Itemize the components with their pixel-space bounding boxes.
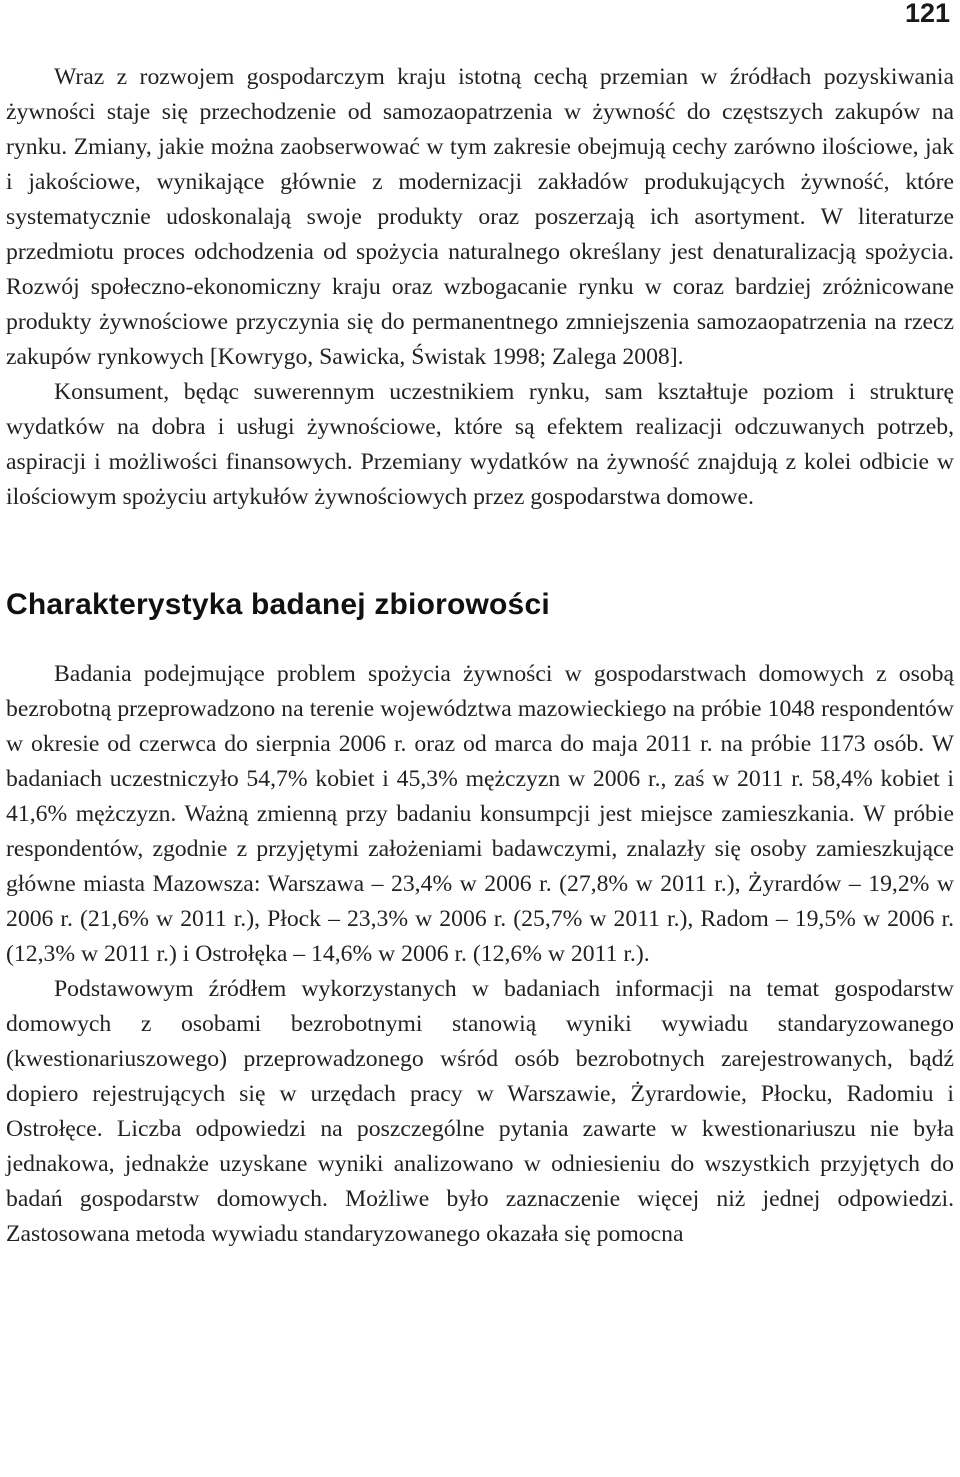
paragraph-food-sources: Wraz z rozwojem gospodarczym kraju istotną cechą przemian w źródłach pozyskiwania żywności staje się przechodzenie od samozaopatrzenia w żywność do częstszych zakupów na rynku. Zmiany, jakie można zaobserwować w tym zakresie obejmują cechy zarówno ilościowe, jak i jakościowe, wynikające głównie z modernizacji zakładów produkujących żywność, które systematycznie udoskonalają swoje produkty oraz poszerzają ich asortyment. W literaturze przedmiotu proces odchodzenia od spożycia naturalnego określany jest denaturalizacją spożycia. Rozwój społeczno-ekonomiczny kraju oraz wzbogacanie rynku w coraz bardziej zróżnicowane produkty żywnościowe przyczynia się do permanentnego zmniejszenia samozaopatrzenia na rzecz zakupów rynkowych [Kowrygo, Sawicka, Świstak 1998; Zalega 2008]. xyxy=(6,64,954,370)
section-heading: Charakterystyka badanej zbiorowości xyxy=(6,588,550,621)
page-number: 121 xyxy=(904,0,950,28)
paragraph-consumer-spending: Konsument, będąc suwerennym uczestnikiem rynku, sam kształtuje poziom i strukturę wydatków na dobra i usługi żywnościowe, które są efektem realizacji odczuwanych potrzeb, aspiracji i możliwości finansowych. Przemiany wydatków na żywność znajdują z kolei odbicie w ilościowym spożyciu artykułów żywnościowych przez gospodarstwa domowe. xyxy=(6,379,954,510)
document-body xyxy=(6,60,954,1252)
paragraph-study-sample: Badania podejmujące problem spożycia żywności w gospodarstwach domowych z osobą bezrobotną przeprowadzono na terenie województwa mazowieckiego na próbie 1048 respondentów w okresie od czerwca do sierpnia 2006 r. oraz od marca do maja 2011 r. na próbie 1173 osób. W badaniach uczestniczyło 54,7% kobiet i 45,3% mężczyzn w 2006 r., zaś w 2011 r. 58,4% kobiet i 41,6% mężczyzn. Ważną zmienną przy badaniu konsumpcji jest miejsce zamieszkania. W próbie respondentów, zgodnie z przyjętymi założeniami badawczymi, znalazły się osoby zamieszkujące główne miasta Mazowsza: Warszawa – 23,4% w 2006 r. (27,8% w 2011 r.), Żyrardów – 19,2% w 2006 r. (21,6% w 2011 r.), Płock – 23,3% w 2006 r. (25,7% w 2011 r.), Radom – 19,5% w 2006 r. (12,3% w 2011 r.) i Ostrołęka – 14,6% w 2006 r. (12,6% w 2011 r.). xyxy=(6,661,954,967)
paragraph-data-source: Podstawowym źródłem wykorzystanych w badaniach informacji na temat gospodarstw domowych z osobami bezrobotnymi stanowią wyniki wywiadu standaryzowanego (kwestionariuszowego) przeprowadzonego wśród osób bezrobotnych zarejestrowanych, bądź dopiero rejestrujących się w urzędach pracy w Warszawie, Żyrardowie, Płocku, Radomiu i Ostrołęce. Liczba odpowiedzi na poszczególne pytania zawarte w kwestionariuszu nie była jednakowa, jednakże uzyskane wyniki analizowano w odniesieniu do wszystkich przyjętych do badań gospodarstw domowych. Możliwe było zaznaczenie więcej niż jednej odpowiedzi. Zastosowana metoda wywiadu standaryzowanego okazała się pomocna xyxy=(6,976,954,1247)
